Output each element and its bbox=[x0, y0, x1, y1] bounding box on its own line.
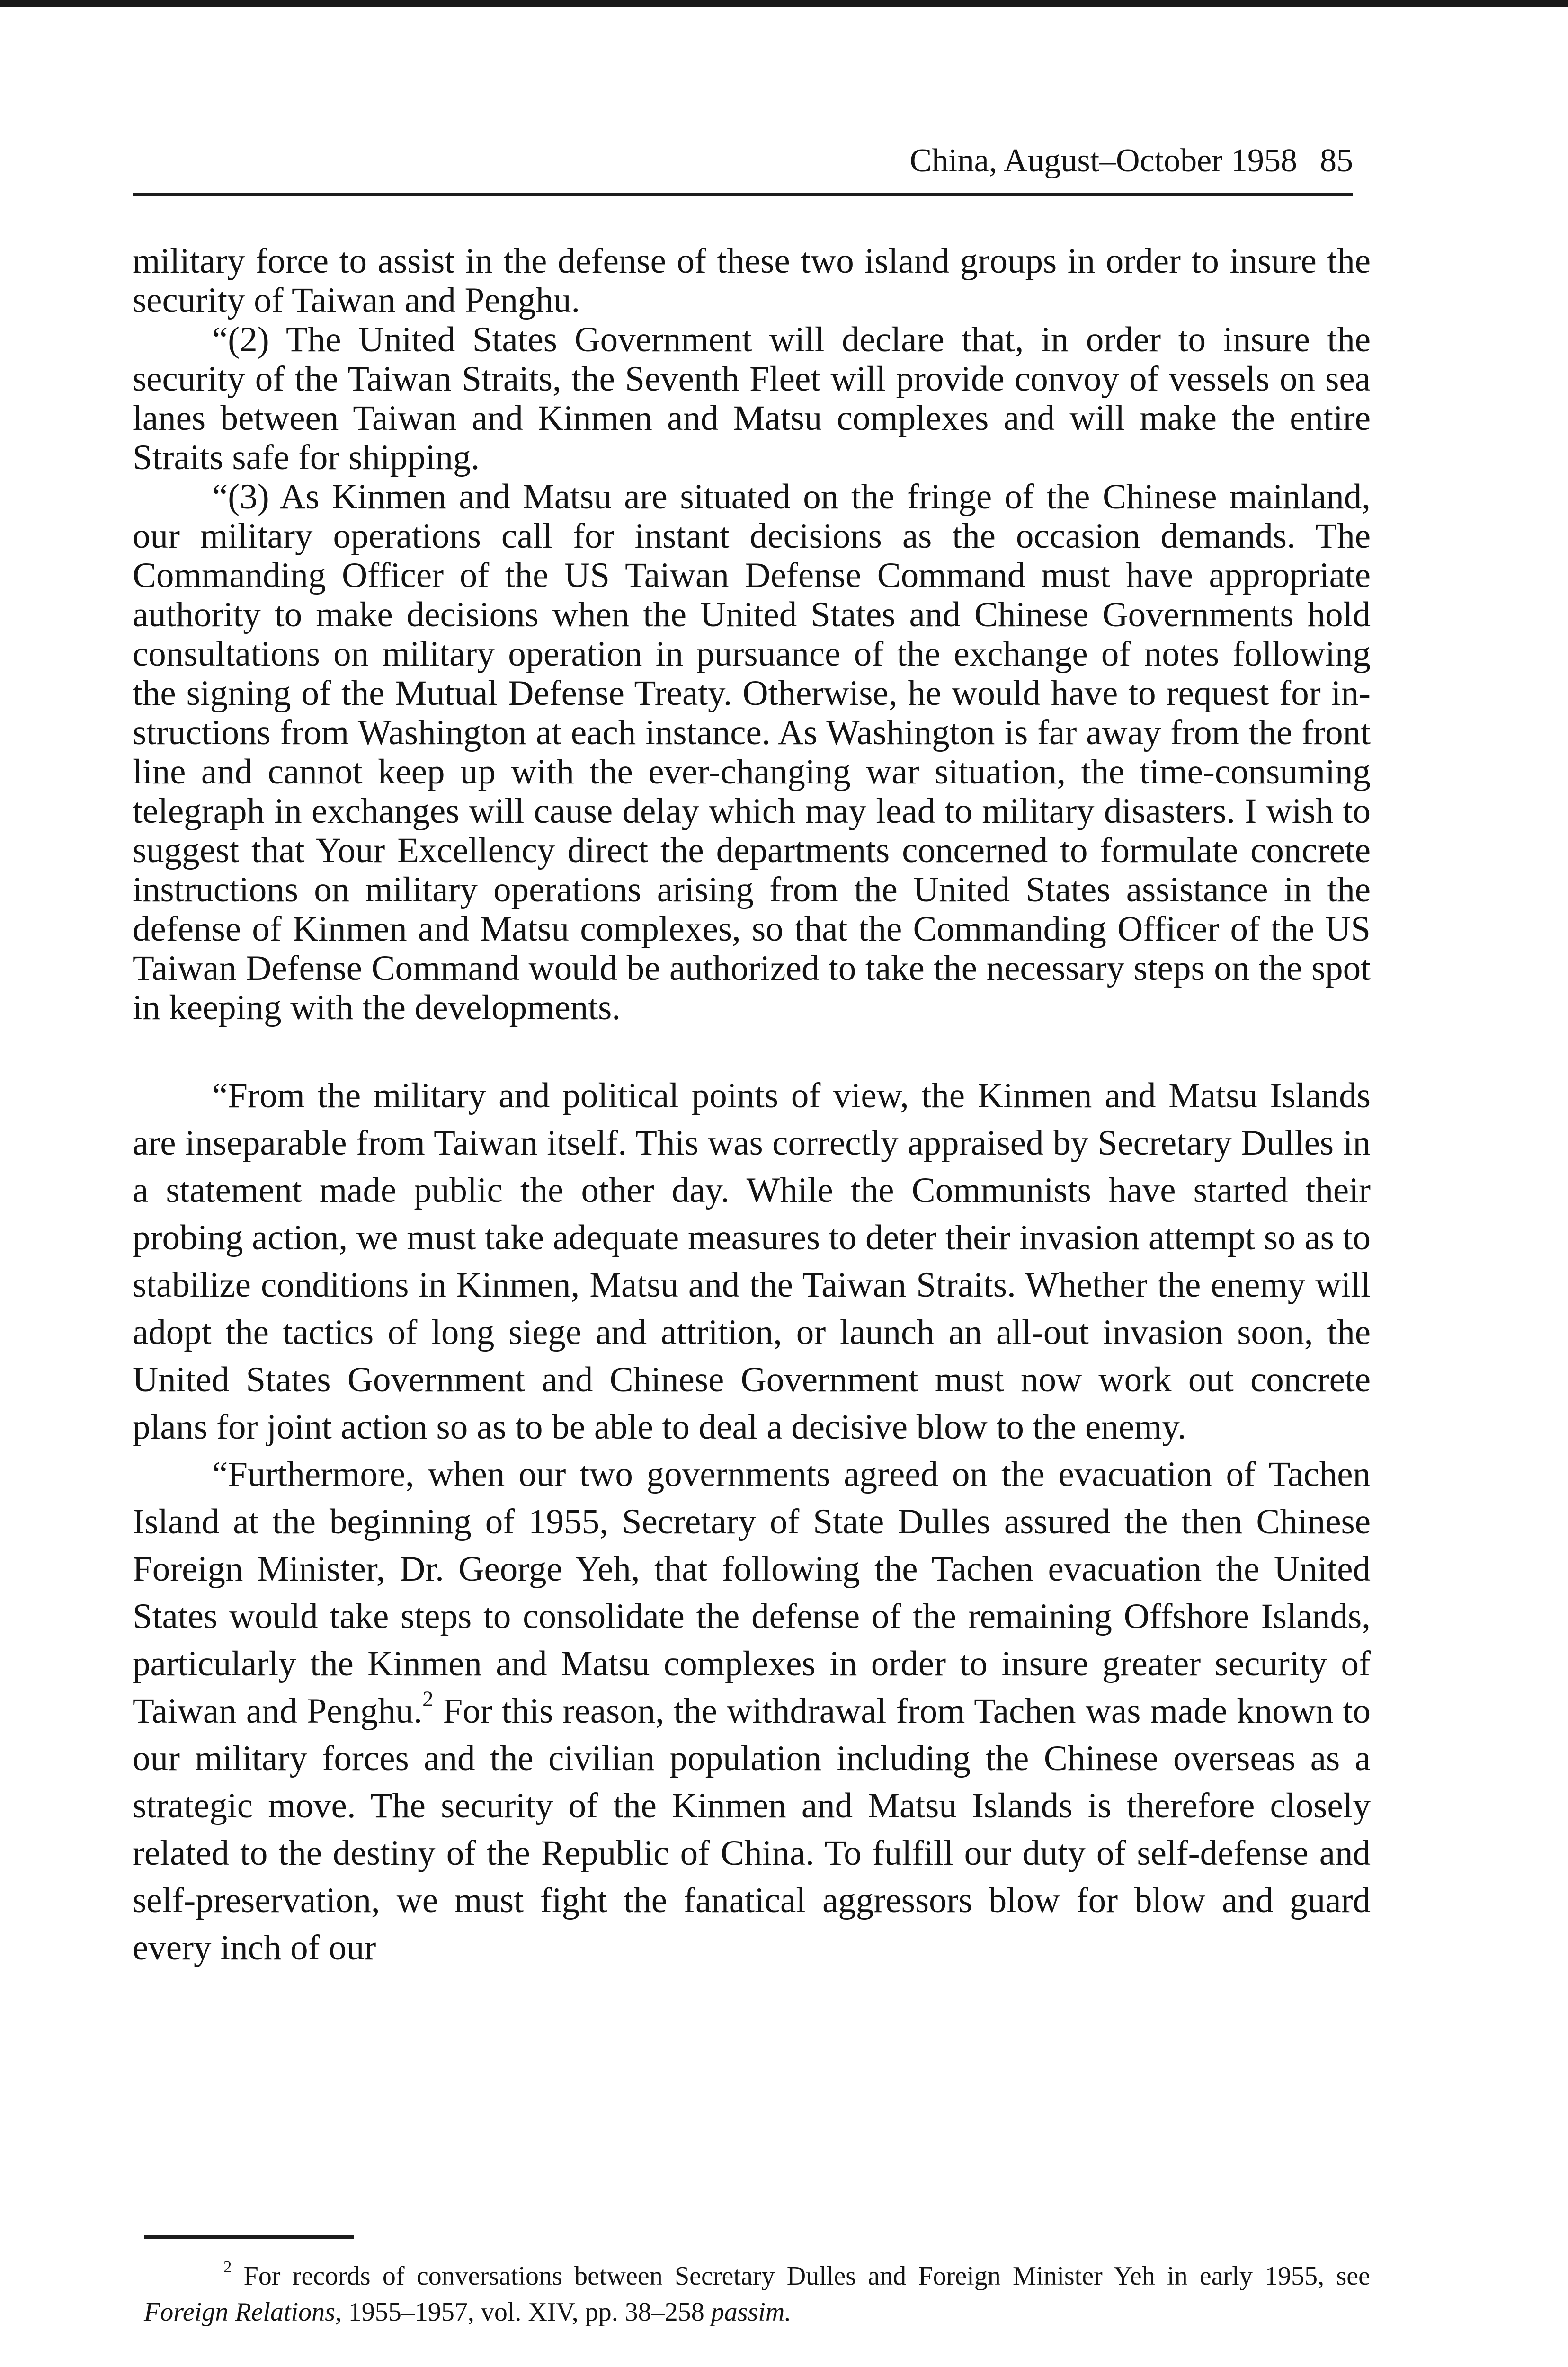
body-text bbox=[133, 241, 1371, 1972]
footnote-passim: passim. bbox=[711, 2297, 792, 2327]
footnote-rule bbox=[144, 2235, 354, 2239]
paragraph-continued: military force to assist in the defense of these two island groups in order to insure the security of Taiwan and Penghu. bbox=[133, 241, 1371, 320]
footnote-text-2: 1955–1957, vol. XIV, pp. 38–258 bbox=[341, 2297, 711, 2327]
scan-edge bbox=[0, 0, 1568, 7]
paragraph-point-3: “(3) As Kinmen and Matsu are situated on the fringe of the Chinese mainland, our military operations call for instant decisions as the occasion demands. The Commanding Officer of the US Taiwan Defense Command must have appropriate authority to make decisions when the United States and Chinese Governments hold consultations on military operation in pursuance of the exchange of notes following the signing of the Mutual Defense Treaty. Otherwise, he would have to request for instructions from Washington at each instance. As Washington is far away from the front line and cannot keep up with the ever-changing war situation, the time-consuming telegraph in exchanges will cause delay which may lead to military disasters. I wish to suggest that Your Excellency direct the departments concerned to formulate concrete instructions on military operations arising from the United States assistance in the defense of Kinmen and Matsu complexes, so that the Commanding Officer of the US Taiwan Defense Command would be authorized to take the necessary steps on the spot in keeping with the developments. bbox=[133, 477, 1371, 1027]
paragraph-point-2: “(2) The United States Government will declare that, in order to insure the security of the Taiwan Straits, the Seventh Fleet will provide convoy of vessels on sea lanes between Taiwan and Kinmen and Matsu complexes and will make the entire Straits safe for shipping. bbox=[133, 320, 1371, 477]
running-header bbox=[133, 142, 1353, 180]
running-head-title: China, August–October 1958 bbox=[909, 142, 1297, 179]
footnote bbox=[144, 2258, 1370, 2330]
paragraph-furthermore bbox=[133, 1451, 1371, 1972]
paragraph-5-text-a: “Furthermore, when our two governments agreed on the evacuation of Tachen Island at the beginning of 1955, Secretary of State Dulles assured the then Chinese Foreign Minister, Dr. George Yeh, that following the Tachen evacuation the United States would take steps to consolidate the defense of the remaining Offshore Islands, particularly the Kinmen and Matsu complexes in order to insure greater security of Taiwan and Penghu. bbox=[133, 1455, 1371, 1731]
page-number: 85 bbox=[1320, 142, 1353, 179]
paragraph-military-political: “From the military and political points of view, the Kinmen and Matsu Islands are inseparable from Taiwan itself. This was correctly appraised by Secretary Dulles in a statement made public the other day. While the Communists have started their probing action, we must take adequate measures to deter their invasion attempt so as to stabilize conditions in Kinmen, Matsu and the Taiwan Straits. Whether the enemy will adopt the tactics of long siege and attrition, or launch an all-out invasion soon, the United States Government and Chinese Government must now work out concrete plans for joint action so as to be able to deal a decisive blow to the enemy. bbox=[133, 1076, 1371, 1447]
paragraph-5-text-b: For this reason, the withdrawal from Tachen was made known to our military forces and the civilian population including the Chinese overseas as a strategic move. The security of the Kinmen and Matsu Islands is therefore closely related to the destiny of the Republic of China. To fulfill our duty of self-defense and self-preservation, we must fight the fanatical aggressors blow for blow and guard every inch of our bbox=[133, 1691, 1371, 1967]
footnote-marker: 2 bbox=[223, 2257, 232, 2276]
header-rule bbox=[133, 193, 1353, 196]
footnote-source-title: Foreign Relations, bbox=[144, 2297, 342, 2327]
footnote-text-1: For records of conversations between Secretary Dulles and Foreign Minister Yeh in early 1955, see bbox=[232, 2261, 1370, 2291]
footnote-reference: 2 bbox=[422, 1687, 434, 1712]
